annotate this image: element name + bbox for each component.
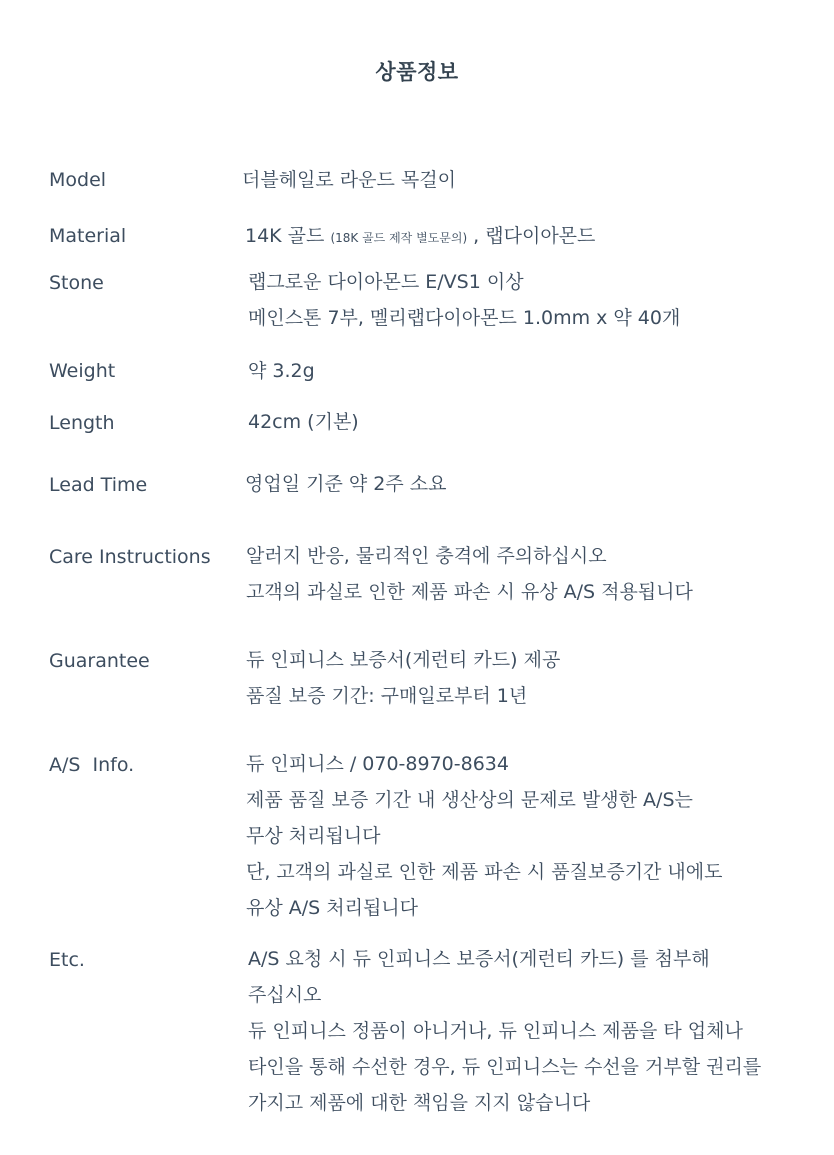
- value-as-info: [246, 746, 723, 926]
- value-line: 무상 처리됩니다: [246, 825, 381, 847]
- value-line: 약 3.2g: [248, 360, 315, 382]
- value-line: 듀 인피니스 / 070-8970-8634: [246, 753, 509, 775]
- value-line: [245, 218, 595, 254]
- label-model: Model: [49, 169, 107, 191]
- value-line: 고객의 과실로 인한 제품 파손 시 유상 A/S 적용됩니다: [246, 581, 693, 603]
- value-line: 유상 A/S 처리됩니다: [246, 897, 419, 919]
- value-etc: [248, 941, 761, 1121]
- page-title: 상품정보: [375, 60, 459, 84]
- material-note: (18K 골드 제작 별도문의): [330, 231, 468, 245]
- value-line: 랩그로운 다이아몬드 E/VS1 이상: [248, 271, 524, 293]
- value-line: 주십시오: [248, 984, 322, 1006]
- label-as-info: A/S Info.: [49, 754, 135, 776]
- value-line: 듀 인피니스 보증서(게런티 카드) 제공: [246, 649, 561, 671]
- value-line: 가지고 제품에 대한 책임을 지지 않습니다: [248, 1092, 591, 1114]
- label-guarantee: Guarantee: [49, 650, 150, 672]
- label-weight: Weight: [49, 360, 116, 382]
- value-model: [242, 162, 456, 198]
- value-line: A/S 요청 시 듀 인피니스 보증서(게런티 카드) 를 첨부해: [248, 948, 710, 970]
- value-line: 알러지 반응, 물리적인 충격에 주의하십시오: [246, 545, 607, 567]
- value-line: 제품 품질 보증 기간 내 생산상의 문제로 발생한 A/S는: [246, 789, 693, 811]
- value-lead-time: [245, 466, 446, 502]
- value-line: 단, 고객의 과실로 인한 제품 파손 시 품질보증기간 내에도: [246, 861, 723, 883]
- value-line: 42cm (기본): [248, 411, 359, 433]
- material-main: 14K 골드: [245, 225, 325, 247]
- value-line: 타인을 통해 수선한 경우, 듀 인피니스는 수선을 거부할 권리를: [248, 1056, 762, 1078]
- value-guarantee: [246, 642, 560, 714]
- value-weight: [248, 353, 315, 389]
- value-line: 영업일 기준 약 2주 소요: [245, 473, 447, 495]
- value-material: [245, 218, 595, 254]
- label-etc: Etc.: [49, 949, 85, 971]
- label-material: Material: [49, 225, 127, 247]
- value-length: [248, 404, 359, 440]
- value-line: 메인스톤 7부, 멜리랩다이아몬드 1.0mm x 약 40개: [248, 307, 681, 329]
- material-rest: , 랩다이아몬드: [473, 225, 596, 247]
- value-line: 더블헤일로 라운드 목걸이: [242, 169, 456, 191]
- value-care-instructions: [246, 538, 693, 610]
- label-stone: Stone: [49, 272, 104, 294]
- value-stone: [248, 264, 680, 336]
- label-length: Length: [49, 412, 115, 434]
- value-line: 듀 인피니스 정품이 아니거나, 듀 인피니스 제품을 타 업체나: [248, 1020, 743, 1042]
- label-care-instructions: Care Instructions: [49, 546, 211, 568]
- label-lead-time: Lead Time: [49, 474, 148, 496]
- value-line: 품질 보증 기간: 구매일로부터 1년: [246, 685, 528, 707]
